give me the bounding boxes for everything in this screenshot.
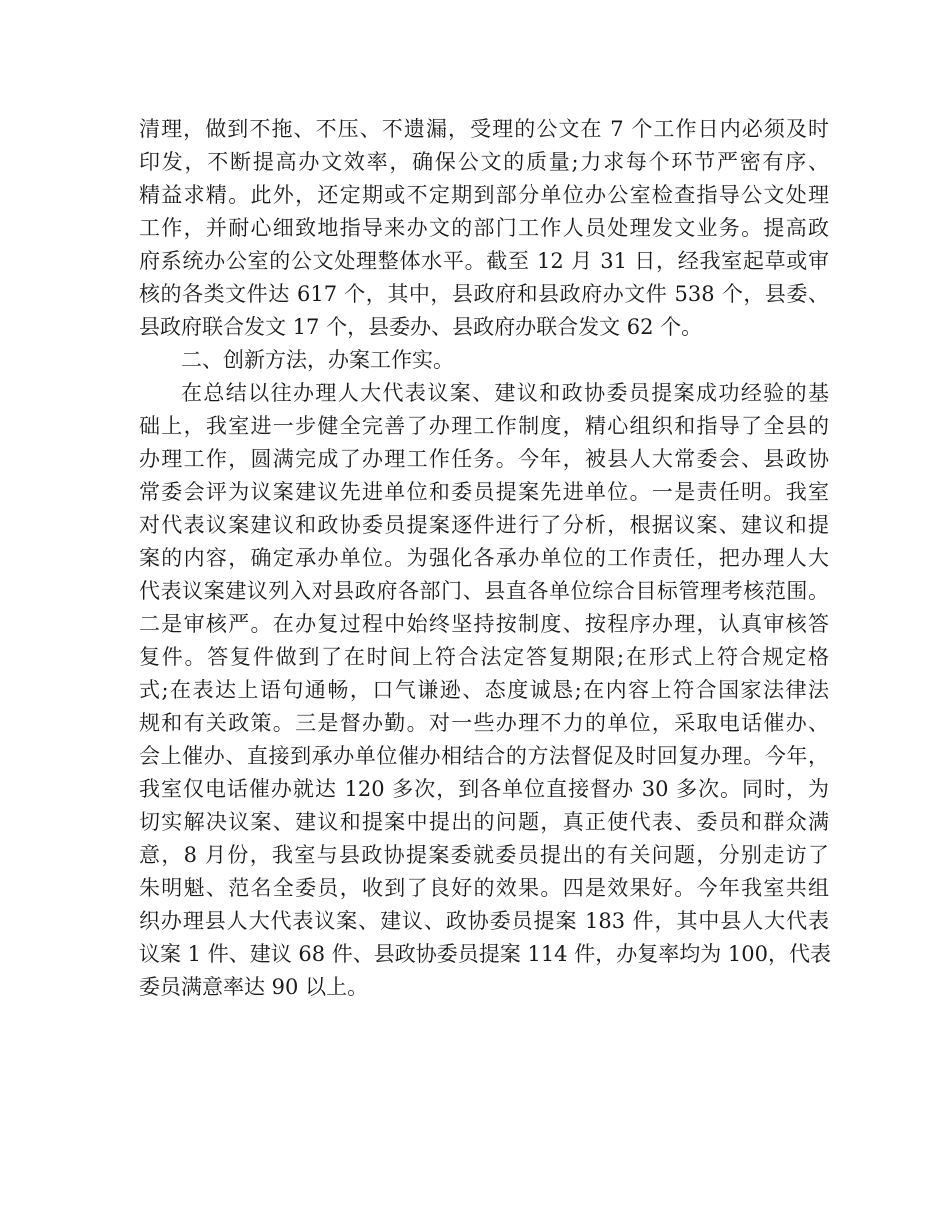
text-line: 础上，我室进一步健全完善了办理工作制度，精心组织和指导了全县的 [139,414,829,438]
text-line: 案的内容，确定承办单位。为强化各承办单位的工作责任，把办理人大 [139,546,829,570]
text-line: 代表议案建议列入对县政府各部门、县直各单位综合目标管理考核范围。 [139,579,829,603]
text-line: 织办理县人大代表议案、建议、政协委员提案 183 件，其中县人大代表 [139,909,829,933]
text-line: 复件。答复件做到了在时间上符合法定答复期限;在形式上符合规定格 [139,645,829,669]
text-line: 印发，不断提高办文效率，确保公文的质量;力求每个环节严密有序、 [139,150,829,174]
text-line: 府系统办公室的公文处理整体水平。截至 12 月 31 日，经我室起草或审 [139,249,829,273]
text-line: 工作，并耐心细致地指导来办文的部门工作人员处理发文业务。提高政 [139,216,829,240]
text-line: 式;在表达上语句通畅，口气谦逊、态度诚恳;在内容上符合国家法律法 [139,678,829,702]
text-line: 意，8 月份，我室与县政协提案委就委员提出的有关问题，分别走访了 [139,843,829,867]
text-line: 朱明魁、范名全委员，收到了良好的效果。四是效果好。今年我室共组 [139,876,829,900]
text-line: 对代表议案建议和政协委员提案逐件进行了分析，根据议案、建议和提 [139,513,829,537]
text-line: 规和有关政策。三是督办勤。对一些办理不力的单位，采取电话催办、 [139,711,829,735]
text-line: 切实解决议案、建议和提案中提出的问题，真正使代表、委员和群众满 [139,810,829,834]
text-line: 二是审核严。在办复过程中始终坚持按制度、按程序办理，认真审核答 [139,612,829,636]
text-line: 在总结以往办理人大代表议案、建议和政协委员提案成功经验的基 [181,381,829,405]
text-line: 县政府联合发文 17 个，县委办、县政府办联合发文 62 个。 [139,315,703,339]
text-line: 常委会评为议案建议先进单位和委员提案先进单位。一是责任明。我室 [139,480,829,504]
text-line: 核的各类文件达 617 个，其中，县政府和县政府办文件 538 个，县委、 [139,282,829,306]
text-line: 议案 1 件、建议 68 件、县政协委员提案 114 件，办复率均为 100，代表 [139,942,831,966]
text-line: 委员满意率达 90 以上。 [139,975,369,999]
text-line: 精益求精。此外，还定期或不定期到部分单位办公室检查指导公文处理 [139,183,829,207]
text-line: 会上催办、直接到承办单位催办相结合的方法督促及时回复办理。今年， [139,744,829,768]
section-heading: 二、创新方法，办案工作实。 [181,348,454,372]
text-line: 清理，做到不拖、不压、不遗漏，受理的公文在 7 个工作日内必须及时 [139,117,829,141]
text-line: 我室仅电话催办就达 120 多次，到各单位直接督办 30 多次。同时，为 [139,777,829,801]
text-line: 办理工作，圆满完成了办理工作任务。今年，被县人大常委会、县政协 [139,447,829,471]
document-body [139,113,829,1004]
